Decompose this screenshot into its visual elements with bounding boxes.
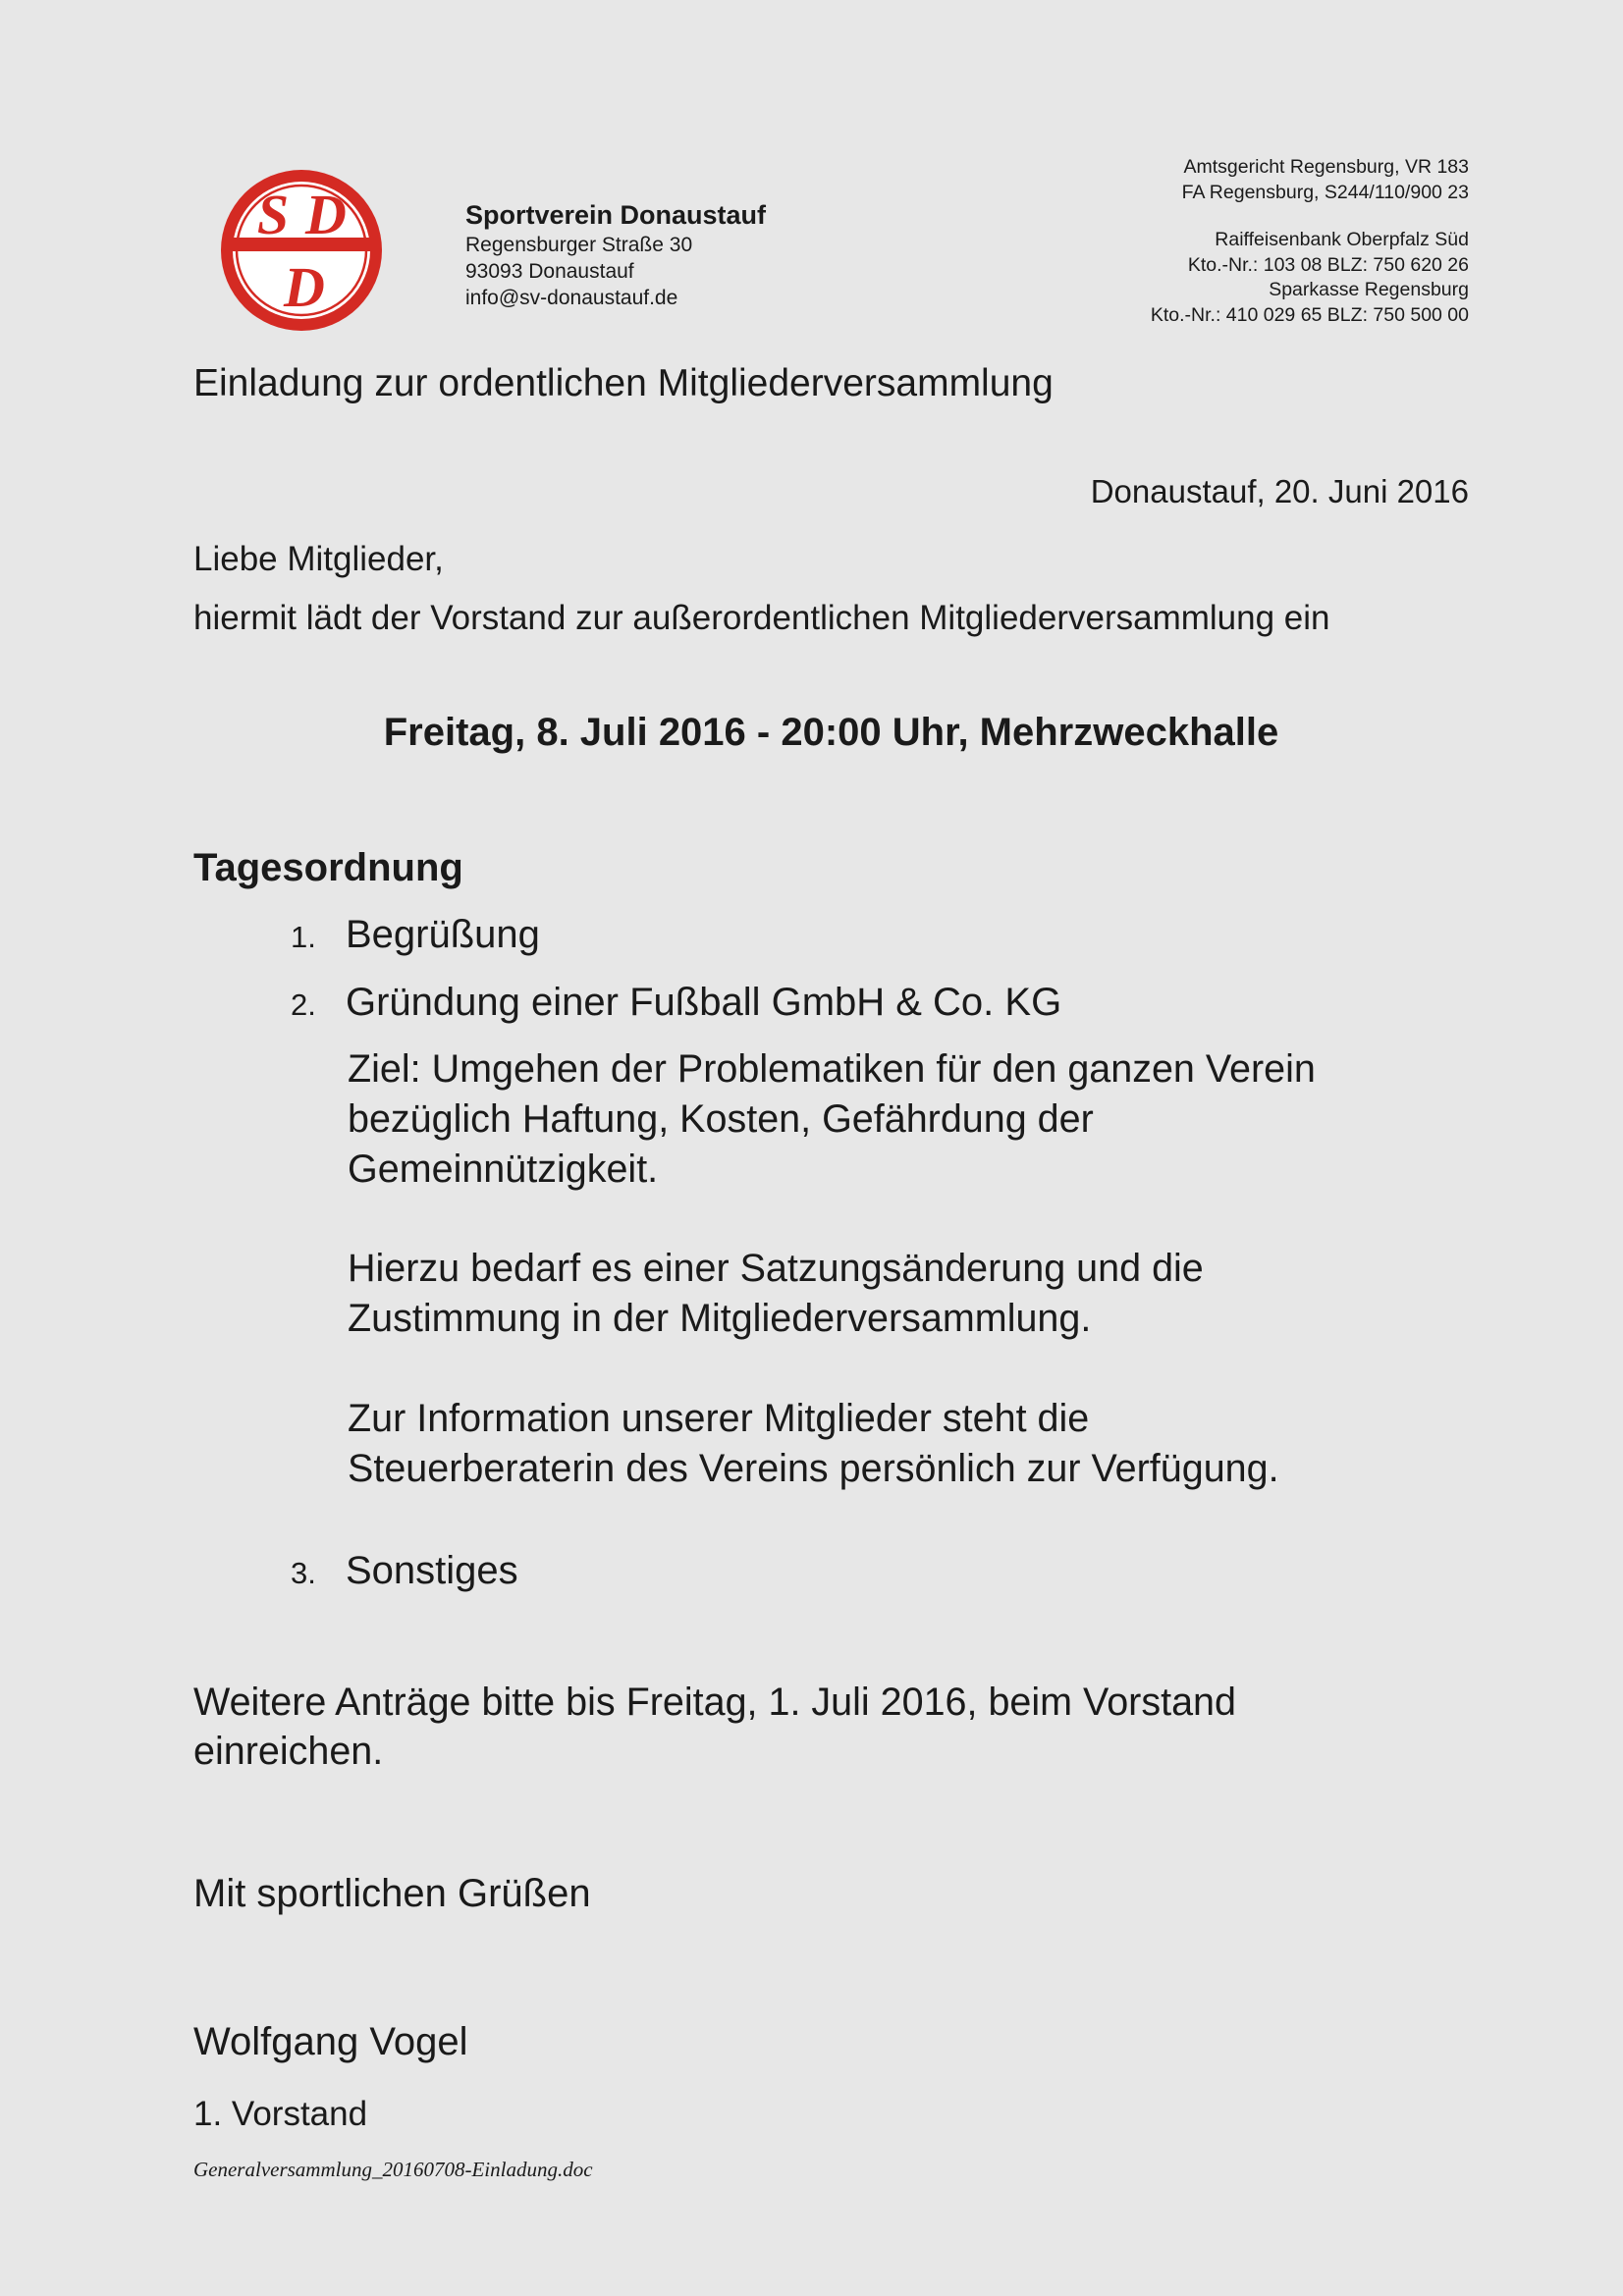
logo-letter-d: D [284,255,325,319]
closing-greeting: Mit sportlichen Grüßen [193,1872,591,1915]
further-requests-line: Weitere Anträge bitte bis Freitag, 1. Juli 2016, beim Vorstand [193,1681,1236,1724]
agenda-item [291,1545,518,1599]
agenda-detail-information [348,1394,1487,1494]
agenda-detail-goal [348,1044,1487,1195]
agenda-item-number: 3. [291,1556,316,1590]
document-filename: Generalversammlung_20160708-Einladung.doc [193,2158,593,2181]
club-email: info@sv-donaustauf.de [465,287,678,309]
bank-name-2: Sparkasse Regensburg [1269,279,1469,300]
agenda-detail-line: Zustimmung in der Mitgliederversammlung. [348,1297,1092,1340]
agenda-item-text: Begrüßung [346,913,540,956]
intro-text: hiermit lädt der Vorstand zur außerordentlichen Mitgliederversammlung ein [193,599,1330,637]
logo-letter-s: S [256,183,290,246]
agenda-detail-line: Hierzu bedarf es einer Satzungsänderung und die [348,1247,1204,1290]
agenda-detail-line: bezüglich Haftung, Kosten, Gefährdung der [348,1097,1094,1141]
bank-account-1: Kto.-Nr.: 103 08 BLZ: 750 620 26 [1187,253,1469,276]
signer-role: 1. Vorstand [193,2095,368,2133]
salutation-block [193,530,1330,648]
agenda-detail-line: Ziel: Umgehen der Problematiken für den ganzen Verein [348,1047,1316,1091]
agenda-item-number: 1. [291,920,316,954]
agenda-detail-statute [348,1244,1487,1344]
club-street: Regensburger Straße 30 [465,234,693,256]
agenda-title: Tagesordnung [193,846,463,889]
letter-date: Donaustauf, 20. Juni 2016 [1090,473,1469,509]
club-city: 93093 Donaustauf [465,260,634,283]
court-registry: Amtsgericht Regensburg, VR 183 [1183,156,1469,178]
signer-name: Wolfgang Vogel [193,2020,468,2063]
bank-account-2: Kto.-Nr.: 410 029 65 BLZ: 750 500 00 [1150,303,1469,326]
event-details: Freitag, 8. Juli 2016 - 20:00 Uhr, Mehrzweckhalle [383,711,1279,754]
club-logo [218,167,385,334]
logo-letter-v: D [305,183,347,246]
further-requests [193,1678,1431,1776]
registry-bank-info [1151,155,1469,328]
agenda-detail-line: Zur Information unserer Mitglieder steht die [348,1397,1090,1440]
agenda-detail-line: Gemeinnützigkeit. [348,1148,659,1191]
salutation: Liebe Mitglieder, [193,540,444,578]
agenda-item [291,909,540,963]
agenda-item-text: Gründung einer Fußball GmbH & Co. KG [346,981,1062,1024]
bank-name-1: Raiffeisenbank Oberpfalz Süd [1215,229,1469,250]
letter-subject: Einladung zur ordentlichen Mitgliederversammlung [193,362,1054,404]
agenda-item-text: Sonstiges [346,1549,518,1592]
further-requests-line: einreichen. [193,1730,384,1773]
tax-office: FA Regensburg, S244/110/900 23 [1181,181,1469,203]
agenda-item-number: 2. [291,988,316,1022]
club-name: Sportverein Donaustauf [465,200,767,230]
club-address-block [465,198,766,311]
agenda-detail-line: Steuerberaterin des Vereins persönlich zur Verfügung. [348,1447,1279,1490]
agenda-item [291,977,1061,1031]
